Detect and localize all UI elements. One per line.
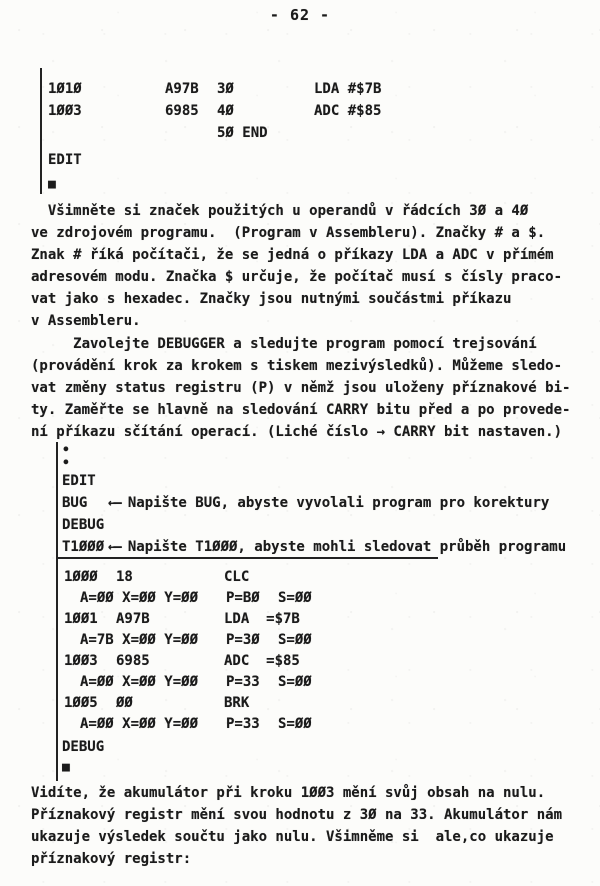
register-s: S=ØØ [278, 632, 312, 648]
paragraph-line: příznakový registr: [31, 851, 192, 867]
trace-register-line [80, 672, 438, 693]
cursor-block: ■ [62, 760, 70, 775]
address-cell: 1ØØ1 [64, 611, 98, 627]
left-arrow-icon: ←— [108, 539, 119, 555]
address-cell: 1ØØ3 [64, 653, 98, 669]
trace-instruction-line [64, 609, 438, 630]
paragraph-line: ty. Zaměřte se hlavně na sledování CARRY bitu před a po provede- [31, 402, 571, 418]
paragraph-debugger-instructions [31, 333, 591, 443]
bytes-cell: 18 [116, 569, 133, 585]
trace-register-line [80, 714, 438, 735]
register-p: P=33 [226, 716, 260, 732]
trace-instruction-line [64, 693, 438, 714]
line-number-cell: 5Ø END [217, 125, 268, 141]
code-cell: CLC [224, 569, 250, 585]
trace-instruction-line [64, 567, 438, 588]
paragraph-line: Znak # říká počítači, že se jedná o příkazy LDA a ADC v přímém [31, 247, 554, 263]
paragraph-line: Všimněte si značek použitých u operandů v řádcích 3Ø a 4Ø [31, 203, 529, 219]
registers-axy: A=ØØ X=ØØ Y=ØØ [80, 590, 199, 606]
bytes-cell: 6985 [165, 103, 199, 119]
code-cell: LDA =$7B [224, 611, 300, 627]
paragraph-line: Příznakový registr mění svou hodnotu z 3Ø na 33. Akumulátor nám [31, 807, 563, 823]
terminal-line [62, 514, 582, 536]
bytes-cell: 6985 [116, 653, 150, 669]
paragraph-line: ní příkazu sčítání operací. (Liché číslo → CARRY bit nastaven.) [31, 424, 563, 440]
register-p: P=3Ø [226, 632, 260, 648]
register-p: P=33 [226, 674, 260, 690]
cursor-block: ■ [48, 177, 56, 192]
paragraph-line: v Assembleru. [31, 313, 141, 329]
command-text: DEBUG [62, 517, 105, 533]
terminal-line [62, 492, 582, 514]
register-s: S=ØØ [278, 590, 312, 606]
debug-prompt: DEBUG [62, 739, 105, 755]
paragraph-line: Zavolejte DEBUGGER a sledujte program pomocí trejsování [31, 336, 537, 352]
terminal-line [62, 470, 582, 492]
registers-axy: A=ØØ X=ØØ Y=ØØ [80, 716, 199, 732]
listing-row [48, 100, 468, 122]
code-cell: ADC =$85 [224, 653, 300, 669]
address-cell: 1ØØ5 [64, 695, 98, 711]
listing-row [48, 78, 468, 100]
paragraph-line: vat jako s hexadec. Značky jsou nutnými součástmi příkazu [31, 291, 512, 307]
paragraph-line: Vidíte, že akumulátor při kroku 1ØØ3 mění svůj obsah na nulu. [31, 785, 546, 801]
register-s: S=ØØ [278, 674, 312, 690]
address-cell: 1ØØØ [64, 569, 98, 585]
code-cell: BRK [224, 695, 250, 711]
page-number: - 62 - [269, 6, 331, 24]
address-cell: 1Ø1Ø [48, 81, 82, 97]
trace-register-line [80, 630, 438, 651]
continuation-dot: • [62, 443, 70, 458]
listing-row [48, 122, 468, 144]
line-number-cell: 3Ø [217, 81, 234, 97]
continuation-dot: • [62, 456, 70, 471]
left-arrow-icon: ←— [108, 495, 119, 511]
trace-output-block [56, 557, 438, 781]
paragraph-line: ukazuje výsledek součtu jako nulu. Všimněme si ale,co ukazuje [31, 829, 554, 845]
terminal-line [62, 536, 582, 558]
trace-register-line [80, 588, 438, 609]
code-cell: LDA #$7B [314, 81, 382, 97]
annotation-text: Napište BUG, abyste vyvolali program pro korektury [127, 495, 550, 511]
paragraph-result-explanation [31, 782, 591, 870]
register-s: S=ØØ [278, 716, 312, 732]
registers-axy: A=ØØ X=ØØ Y=ØØ [80, 674, 199, 690]
command-text: BUG [62, 495, 88, 511]
code-cell [314, 122, 468, 144]
trace-instruction-line [64, 651, 438, 672]
bytes-cell: A97B [116, 611, 150, 627]
command-text: T1ØØØ [62, 539, 105, 555]
annotation-text: Napište T1ØØØ, abyste mohli sledovat průběh programu [127, 539, 567, 555]
register-p: P=BØ [226, 590, 260, 606]
bytes-cell [165, 122, 217, 144]
address-cell: 1ØØ3 [48, 103, 82, 119]
line-number-cell: 4Ø [217, 103, 234, 119]
source-listing-block [40, 68, 468, 194]
paragraph-line: ve zdrojovém programu. (Program v Assembleru). Značky # a $. [31, 225, 546, 241]
paragraph-marks-explanation [31, 200, 591, 332]
terminal-commands-block [56, 442, 582, 562]
paragraph-line: (provádění krok za krokem s tiskem mezivýsledků). Můžeme sledo- [31, 358, 563, 374]
paragraph-line: vat změny status registru (P) v němž jsou uloženy příznakové bi- [31, 380, 571, 396]
address-cell [48, 122, 165, 144]
command-text: EDIT [62, 473, 96, 489]
bytes-cell: A97B [165, 81, 199, 97]
paragraph-line: adresovém modu. Značka $ určuje, že počítač musí s čísly praco- [31, 269, 563, 285]
edit-prompt: EDIT [48, 152, 82, 168]
bytes-cell: ØØ [116, 695, 133, 711]
blank-line [48, 170, 468, 174]
registers-axy: A=7B X=ØØ Y=ØØ [80, 632, 199, 648]
code-cell: ADC #$85 [314, 103, 382, 119]
